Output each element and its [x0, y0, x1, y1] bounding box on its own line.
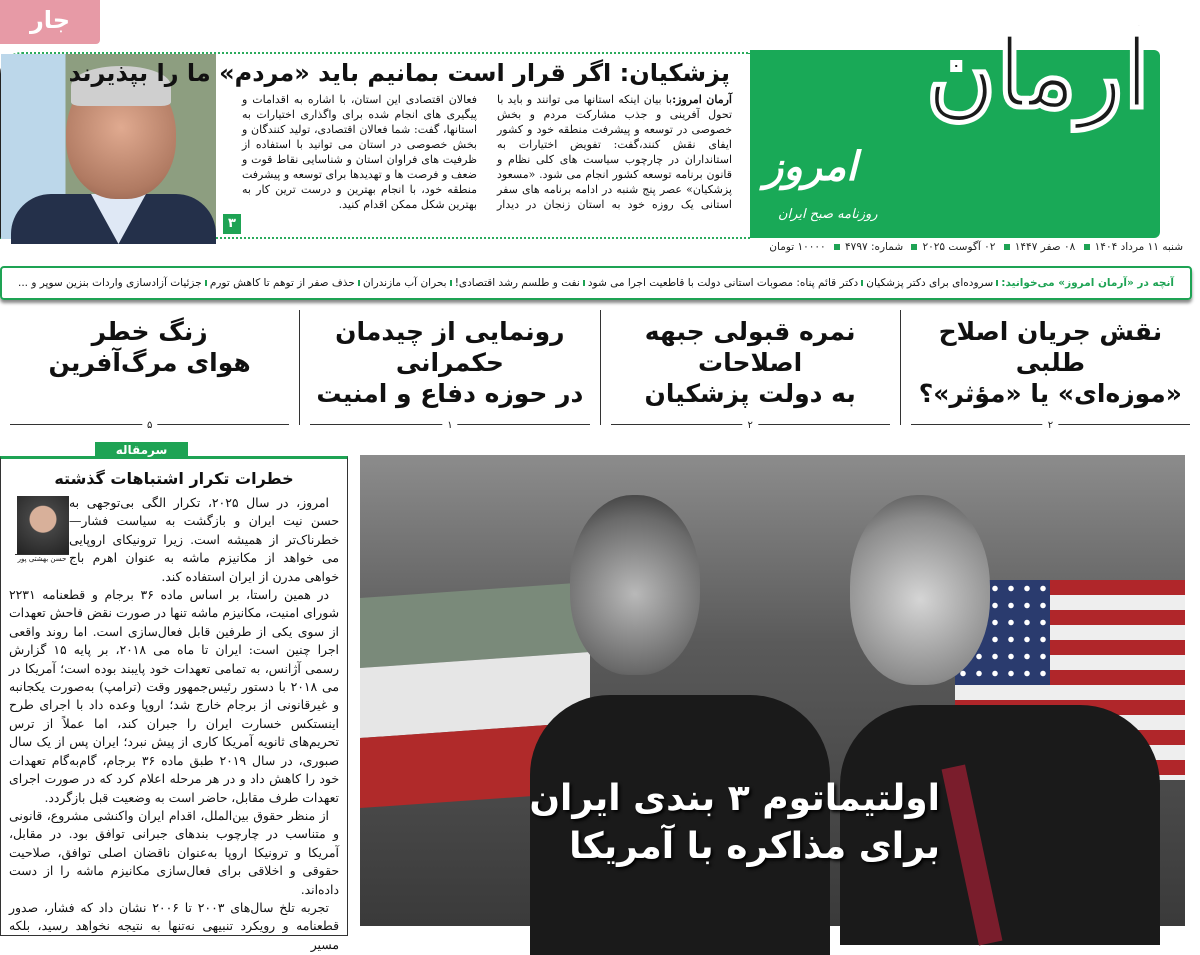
date-gregorian: ۰۲ آگوست ۲۰۲۵ [922, 241, 996, 253]
page-number: ۲ [1043, 419, 1058, 433]
author-avatar [17, 496, 69, 554]
contents-ticker [0, 266, 1192, 300]
dateline [767, 241, 1185, 253]
main-headline-line1: اولتیماتوم ۳ بندی ایران [529, 778, 940, 819]
editorial [0, 456, 348, 952]
headline-line: به دولت پزشکیان [644, 379, 856, 408]
editorial-body [9, 494, 339, 954]
main-headline-line2: برای مذاکره با آمریکا [569, 826, 940, 867]
main-story-image[interactable] [360, 455, 1185, 926]
editorial-title[interactable]: خطرات تکرار اشتباهات گذشته [54, 469, 294, 488]
ticker-lead: آنچه در «آرمان امروز» می‌خوانید: [1001, 277, 1174, 289]
ticker-item[interactable]: نفت و طلسم رشد اقتصادی! [454, 277, 580, 289]
page-number: ۵ [142, 419, 157, 433]
person-head [570, 495, 700, 675]
top-story-source: آرمان امروز: [672, 93, 732, 106]
main-headline[interactable] [380, 775, 940, 871]
author-name: حسن بهشتی پور [15, 554, 69, 563]
logo-tagline: روزنامه صبح ایران [778, 207, 878, 222]
headline-line: نمره قبولی جبهه اصلاحات [644, 317, 856, 377]
headline-line: رونمایی از چیدمان حکمرانی [335, 317, 565, 377]
headline-item[interactable] [299, 310, 599, 431]
masthead-logo [750, 17, 1160, 238]
top-story-page-number: ۳ [223, 214, 241, 234]
logo-main-text: آرمان [925, 17, 1150, 130]
paragraph: از منظر حقوق بین‌الملل، اقدام ایران واکنشی مشروع، قانونی و متناسب در چارچوب بندهای جبرانی توافق بود. در مقابل، آمریکا و ترونیکا اروپا به‌عنوان ناقضان اصلی توافق، صلاحیت حقوقی و اخلاقی برای فعال‌سازی مکانیزم ماشه را از دست داده‌اند. [9, 807, 339, 897]
headline-line: نقش جریان اصلاح طلبی [938, 317, 1163, 377]
headline-line: «موزه‌ای» یا «مؤثر»؟ [918, 379, 1182, 408]
headline-row [0, 310, 1200, 431]
ticker-item[interactable]: حذف صفر از توهم تا کاهش تورم [209, 277, 355, 289]
paragraph: تجربه تلخ سال‌های ۲۰۰۳ تا ۲۰۰۶ نشان داد که فشار، صدور قطعنامه و رویکرد تنبیهی نه‌تنها به نتیجه نخواهد رسید، بلکه مسیر [9, 899, 339, 952]
ticker-item[interactable]: جزئیات آزادسازی واردات بنزین سوپر و ... [18, 277, 202, 289]
headline-line: زنگ خطر [91, 317, 208, 346]
person-head [850, 495, 990, 685]
top-story-headline[interactable]: پزشکیان: اگر قرار است بمانیم باید «مردم» ما را بپذیرند [68, 59, 730, 87]
headline-item[interactable] [900, 310, 1200, 431]
headline-item[interactable] [600, 310, 900, 431]
headline-line: در حوزه دفاع و امنیت [316, 379, 584, 408]
top-story-text: با بیان اینکه استانها می توانند و باید با تحول آفرینی و جذب مشارکت مردم و بخش خصوصی در توسعه و پیشرفت منطقه خود و کشور ایفای نقش کنند،گفت: تفویض اختیارات به استانداران در چارچوب سیاست های کلی نظام و قانون برنامه توسعه کشور انجام می شود. «مسعود پزشکیان» عصر پنج شنبه در ادامه برنامه های سفر استانی یک روزه خود به استان زنجان در دیدار فعالان اقتصادی این استان، با اشاره به اقدامات و پیگیری های انجام شده برای واگذاری اختیارات به استانها، گفت: شما فعالان اقتصادی، تولید کنندگان و بخش خصوصی در استان می توانید با استفاده از ظرفیت های فراوان استان و شناسایی نقاط قوت و ضعف و فرصت ها و تهدیدها برای توسعه و پیشرفت منطقه خود، با انجام بهترین و درست ترین کار به بهترین شکل ممکن اقدام کنید. [242, 93, 732, 211]
editorial-tab: سرمقاله [95, 442, 188, 459]
ticker-item[interactable]: دکتر قائم پناه: مصوبات استانی دولت با قاطعیت اجرا می شود [587, 277, 859, 289]
date-jalali: شنبه ۱۱ مرداد ۱۴۰۴ [1094, 241, 1183, 253]
paragraph: در همین راستا، بر اساس ماده ۳۶ برجام و قطعنامه ۲۲۳۱ شورای امنیت، مکانیزم ماشه تنها در صورت نقض فاحش تعهدات از سوی یکی از طرفین قابل فعال‌سازی است. اما روند واقعی اجرا چنین است: ایران تا ماه می ۲۰۱۸، بر پایه ۱۵ گزارش رسمی آژانس، به تمامی تعهدات خود پایبند بوده است؛ آمریکا در می ۲۰۱۸ با دستور رئیس‌جمهور وقت (ترامپ) به‌صورت یکجانبه و غیرقانونی از برجام خارج شد؛ اروپا وعده داد با اجرای طرح اینستکس خسارت ایران را جبران کند، اما عملاً از ترس تحریم‌های ثانویه آمریکا کاری از پیش نبرد؛ ایران پس از یک سال صبوری، در سال ۲۰۱۹ طبق ماده ۳۶ برجام، گام‌به‌گام تعهدات خود را کاهش داد و در هر مرحله اعلام کرد که در صورت اجرای تعهدات طرف مقابل، حاضر است به وضعیت قبل بازگردد. [9, 587, 339, 805]
author-photo [15, 496, 69, 563]
headline-item[interactable] [0, 310, 299, 431]
paragraph: امروز، در سال ۲۰۲۵، تکرار الگی بی‌توجهی به حسن نیت ایران و بازگشت به سیاست فشار—خطرناک‌تر از همیشه است. زیرا ترونیکای اروپایی می خواهد از مکانیزم ماشه به عنوان اهرم باج خواهی مدرن از ایران استفاده کند. [69, 495, 339, 584]
ticker-item[interactable]: بحران آب مازندران [362, 277, 447, 289]
price: ۱۰۰۰۰ تومان [769, 241, 826, 253]
page-number: ۲ [742, 419, 757, 433]
issue-number: شماره: ۴۷۹۷ [845, 241, 904, 253]
top-story-body [242, 92, 732, 212]
logo-sub-text: امروز [764, 143, 858, 190]
date-hijri: ۰۸ صفر ۱۴۴۷ [1014, 241, 1076, 253]
ticker-item[interactable]: سروده‌ای برای دکتر پزشکیان [866, 277, 994, 289]
watermark-logo: جار [0, 0, 100, 44]
page-number: ۱ [442, 419, 457, 433]
top-story[interactable] [0, 52, 750, 239]
headline-line: هوای مرگ‌آفرین [48, 348, 251, 377]
